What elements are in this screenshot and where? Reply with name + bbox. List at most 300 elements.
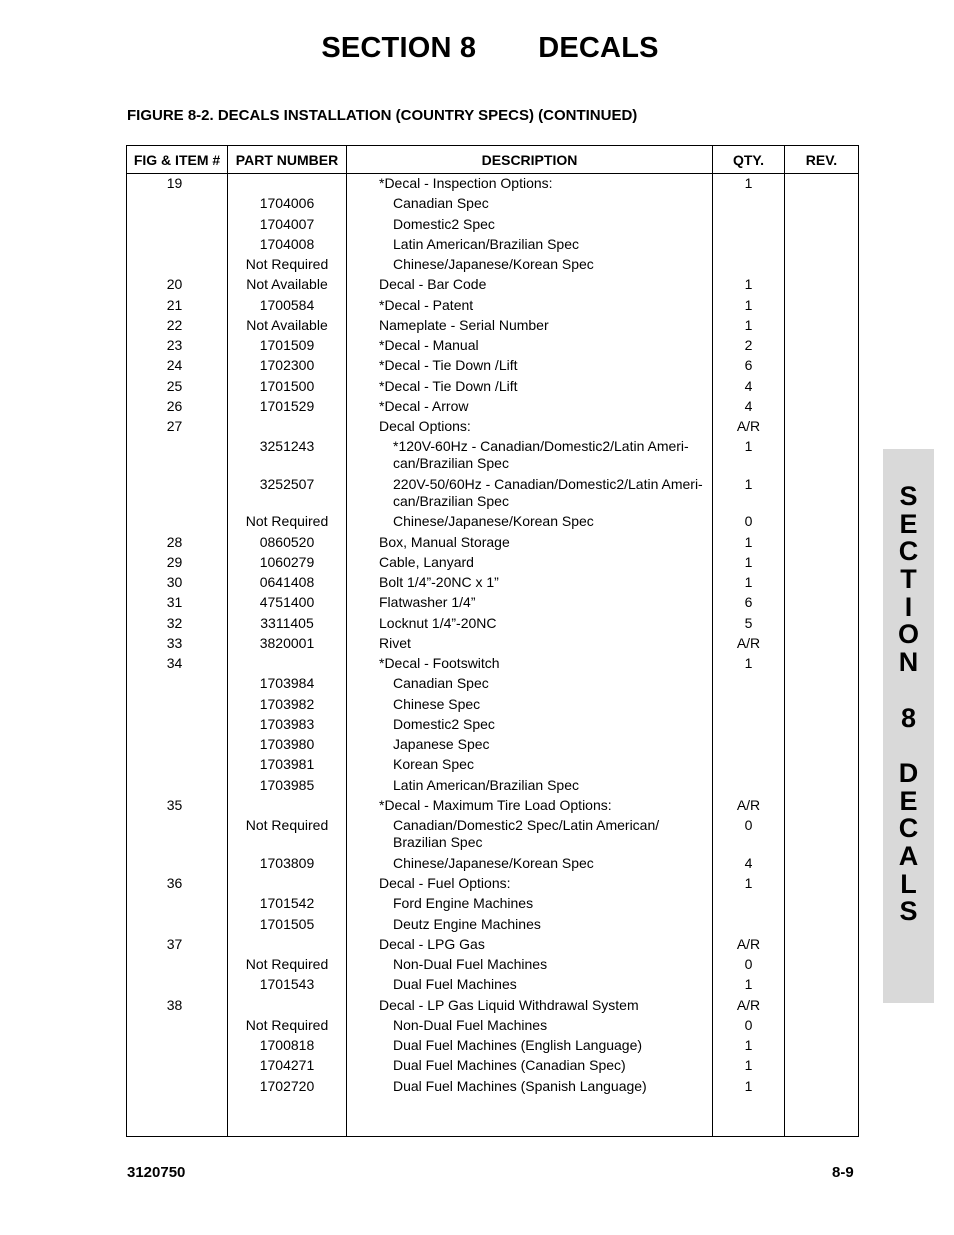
side-tab-letter: 8 [900, 702, 917, 733]
qty-cell [713, 615, 784, 635]
fig-item-cell [127, 1078, 227, 1098]
side-tab-letter: C [898, 813, 919, 844]
qty-cell [713, 513, 784, 533]
part-number-cell [228, 276, 346, 296]
rev-cell [785, 256, 858, 276]
description-cell [347, 418, 712, 438]
description-cell-text: Ford Engine Machines [393, 895, 534, 912]
part-number-cell [228, 875, 346, 895]
side-tab-letter: C [898, 536, 919, 567]
fig-item-cell-text: 33 [166, 634, 183, 651]
description-cell-text: Box, Manual Storage [379, 533, 510, 550]
qty-cell [713, 916, 784, 936]
qty-cell-text: 1 [744, 574, 753, 591]
column-header-description: DESCRIPTION [347, 146, 713, 174]
fig-item-cell [127, 438, 227, 476]
qty-cell [713, 236, 784, 256]
description-cell [347, 1078, 712, 1098]
rev-cell [785, 936, 858, 956]
qty-cell [713, 797, 784, 817]
description-cell-text: Nameplate - Serial Number [379, 316, 549, 333]
qty-cell-text: 1 [744, 175, 753, 191]
description-cell [347, 276, 712, 296]
description-cell [347, 236, 712, 256]
part-number-cell-text: 1703985 [259, 776, 315, 793]
fig-item-cell-text: 26 [166, 397, 183, 414]
rev-cell [785, 675, 858, 695]
part-number-cell-text: 0641408 [259, 574, 315, 591]
part-number-cell [228, 696, 346, 716]
column-header-part-number: PART NUMBER [228, 146, 347, 174]
fig-item-cell [127, 936, 227, 956]
description-cell [347, 797, 712, 817]
description-cell-text: Dual Fuel Machines (English Language) [393, 1037, 643, 1054]
rev-cell [785, 357, 858, 377]
qty-cell [713, 875, 784, 895]
description-cell [347, 476, 712, 514]
part-number-cell [228, 916, 346, 936]
rev-cell [785, 655, 858, 675]
description-cell-continuation: can/Brazilian Spec [393, 455, 509, 472]
description-cell-text: Decal - Bar Code [379, 276, 487, 293]
qty-cell-text: 1 [744, 1077, 753, 1094]
description-cell-text: *Decal - Arrow [379, 397, 469, 414]
description-cell-text: *Decal - Footswitch [379, 655, 500, 672]
fig-item-cell [127, 797, 227, 817]
description-cell [347, 615, 712, 635]
fig-item-cell [127, 855, 227, 875]
side-tab-letter: E [899, 508, 918, 539]
qty-cell [713, 438, 784, 476]
description-cell-text: *Decal - Maximum Tire Load Options: [379, 796, 612, 813]
part-number-cell-text: 1701509 [259, 337, 315, 353]
part-number-cell-text: 3252507 [259, 475, 315, 492]
section-heading [0, 32, 954, 65]
rev-cell [785, 756, 858, 776]
side-tab-letter: T [900, 564, 917, 595]
fig-item-cell [127, 276, 227, 296]
part-number-cell-text: 1704006 [259, 195, 315, 212]
rev-cell [785, 554, 858, 574]
part-number-cell [228, 1057, 346, 1077]
qty-cell-text: 0 [744, 1016, 753, 1033]
part-number-cell [228, 216, 346, 236]
rev-cell [785, 976, 858, 996]
description-cell [347, 574, 712, 594]
side-tab-letter [883, 732, 934, 760]
rev-cell [785, 297, 858, 317]
rev-cell [785, 216, 858, 236]
section-title: DECALS [538, 32, 659, 64]
part-number-cell [228, 418, 346, 438]
description-cell-text: Domestic2 Spec [393, 215, 495, 232]
part-number-cell-text: 1701505 [259, 915, 315, 932]
qty-cell [713, 554, 784, 574]
part-number-cell [228, 655, 346, 675]
part-number-cell [228, 936, 346, 956]
fig-item-cell [127, 574, 227, 594]
fig-item-cell [127, 817, 227, 855]
description-cell-text: Dual Fuel Machines (Spanish Language) [393, 1077, 647, 1094]
qty-cell [713, 655, 784, 675]
description-cell-text: Decal - LP Gas Liquid Withdrawal System [379, 996, 639, 1013]
qty-cell [713, 976, 784, 996]
fig-item-cell [127, 175, 227, 195]
qty-cell-text: 4 [744, 854, 753, 871]
fig-item-cell-text: 21 [166, 296, 183, 313]
qty-cell [713, 476, 784, 514]
qty-cell [713, 756, 784, 776]
fig-item-cell [127, 297, 227, 317]
parts-table [126, 145, 859, 1137]
fig-item-cell [127, 236, 227, 256]
side-tab-letter: A [898, 840, 919, 871]
part-number-cell-text: 1703809 [259, 854, 315, 871]
part-number-cell-text: 1704007 [259, 215, 315, 232]
fig-item-cell [127, 195, 227, 215]
fig-item-cell-text: 29 [166, 553, 183, 570]
fig-item-cell-text: 27 [166, 418, 183, 434]
part-number-cell [228, 797, 346, 817]
qty-cell-text: 1 [744, 553, 753, 570]
fig-item-cell [127, 534, 227, 554]
qty-cell-text: 5 [744, 614, 753, 631]
part-number-cell [228, 675, 346, 695]
qty-cell [713, 1017, 784, 1037]
part-number-cell-text: 3251243 [259, 438, 315, 455]
part-number-cell [228, 1037, 346, 1057]
part-number-cell [228, 513, 346, 533]
rev-cell [785, 513, 858, 533]
rev-cell [785, 534, 858, 554]
qty-cell-text: A/R [736, 996, 761, 1013]
qty-cell-text: 0 [744, 956, 753, 973]
qty-cell [713, 256, 784, 276]
rev-cell [785, 875, 858, 895]
part-number-cell [228, 378, 346, 398]
part-number-cell-text: 1060279 [259, 553, 315, 570]
description-cell-text: Dual Fuel Machines (Canadian Spec) [393, 1057, 626, 1074]
qty-cell [713, 276, 784, 296]
description-cell-text: Decal - Fuel Options: [379, 875, 511, 892]
qty-cell-text: A/R [736, 418, 761, 434]
fig-item-cell [127, 256, 227, 276]
description-cell [347, 195, 712, 215]
part-number-cell-text: 1701500 [259, 377, 315, 394]
qty-cell-text: 1 [744, 475, 753, 492]
part-number-cell-text: Not Required [245, 513, 329, 530]
qty-cell [713, 378, 784, 398]
description-cell-text: Rivet [379, 634, 411, 651]
part-number-cell [228, 175, 346, 195]
rev-cell [785, 817, 858, 855]
document-number: 3120750 [127, 1164, 186, 1181]
fig-item-cell [127, 357, 227, 377]
rev-cell [785, 997, 858, 1017]
part-number-cell [228, 554, 346, 574]
description-cell-text: *Decal - Manual [379, 337, 479, 353]
fig-item-cell-text: 19 [166, 175, 183, 191]
qty-cell [713, 175, 784, 195]
part-number-cell-text: 1704008 [259, 235, 315, 252]
qty-cell-text: 1 [744, 976, 753, 993]
description-cell [347, 736, 712, 756]
qty-cell [713, 736, 784, 756]
part-number-cell [228, 956, 346, 976]
part-number-cell [228, 357, 346, 377]
column-header-fig: FIG & ITEM # [127, 146, 228, 174]
fig-item-cell [127, 997, 227, 1017]
description-cell-text: Canadian/Domestic2 Spec/Latin American/ [393, 817, 660, 834]
qty-cell-text: 1 [744, 875, 753, 892]
part-number-cell [228, 855, 346, 875]
fig-item-cell [127, 675, 227, 695]
qty-cell-text: A/R [736, 634, 761, 651]
description-cell-text: Dual Fuel Machines [393, 976, 517, 993]
description-cell-text: Decal Options: [379, 418, 471, 434]
fig-item-cell-text: 32 [166, 614, 183, 631]
description-cell-text: Chinese/Japanese/Korean Spec [393, 854, 594, 871]
qty-cell-text: 6 [744, 357, 753, 374]
rev-cell [785, 797, 858, 817]
part-number-cell [228, 534, 346, 554]
part-number-cell [228, 997, 346, 1017]
part-number-cell [228, 1017, 346, 1037]
rev-cell [785, 476, 858, 514]
fig-item-cell-text: 38 [166, 996, 183, 1013]
rev-cell [785, 337, 858, 357]
fig-item-cell [127, 736, 227, 756]
rev-cell [785, 418, 858, 438]
description-cell-text: Flatwasher 1/4” [379, 594, 476, 611]
description-cell [347, 438, 712, 476]
description-cell [347, 554, 712, 574]
description-cell-text: Japanese Spec [393, 736, 490, 753]
part-number-cell-text: Not Required [245, 956, 329, 973]
column-header-qty: QTY. [713, 146, 785, 174]
part-number-cell [228, 736, 346, 756]
rev-cell [785, 276, 858, 296]
qty-cell-text: 0 [744, 513, 753, 530]
qty-column [713, 174, 785, 1137]
description-cell-text: Domestic2 Spec [393, 715, 495, 732]
fig-item-cell [127, 916, 227, 936]
description-cell-text: Chinese/Japanese/Korean Spec [393, 513, 594, 530]
description-cell-text: Bolt 1/4”-20NC x 1” [379, 574, 499, 591]
column-header-rev: REV. [785, 146, 859, 174]
fig-item-cell-text: 24 [166, 357, 183, 374]
rev-cell [785, 956, 858, 976]
qty-cell [713, 1078, 784, 1098]
qty-cell [713, 357, 784, 377]
part-number-cell [228, 398, 346, 418]
fig-item-cell [127, 956, 227, 976]
qty-cell [713, 398, 784, 418]
part-number-cell-text: 1703980 [259, 736, 315, 753]
part-number-cell-text: 1701542 [259, 895, 315, 912]
part-number-cell [228, 438, 346, 476]
part-number-cell-text: 1704271 [259, 1057, 315, 1074]
qty-cell-text: A/R [736, 796, 761, 813]
rev-cell [785, 736, 858, 756]
side-tab-letter: S [899, 896, 918, 927]
fig-item-cell [127, 216, 227, 236]
description-cell [347, 817, 712, 855]
part-number-cell [228, 817, 346, 855]
description-cell [347, 777, 712, 797]
description-cell-text: Chinese Spec [393, 695, 481, 712]
side-tab-letter: S [899, 481, 918, 511]
description-cell-text: Canadian Spec [393, 195, 489, 212]
description-cell [347, 513, 712, 533]
part-number-cell [228, 337, 346, 357]
fig-item-cell [127, 615, 227, 635]
description-cell-text: Latin American/Brazilian Spec [393, 235, 579, 252]
description-cell [347, 216, 712, 236]
part-number-cell-text: Not Available [246, 316, 328, 333]
description-cell [347, 916, 712, 936]
qty-cell-text: 1 [744, 438, 753, 455]
fig-item-cell [127, 1057, 227, 1077]
part-number-cell [228, 615, 346, 635]
fig-item-cell [127, 398, 227, 418]
part-number-cell [228, 297, 346, 317]
description-cell [347, 378, 712, 398]
description-cell-text: Latin American/Brazilian Spec [393, 776, 579, 793]
description-cell [347, 297, 712, 317]
part-number-cell-text: Not Required [245, 1016, 329, 1033]
part-number-cell-text: 1703983 [259, 715, 315, 732]
description-cell-text: Non-Dual Fuel Machines [393, 956, 548, 973]
part-number-cell [228, 236, 346, 256]
qty-cell [713, 817, 784, 855]
description-cell [347, 655, 712, 675]
part-number-cell-text: Not Available [246, 276, 328, 293]
fig-item-cell [127, 337, 227, 357]
qty-cell-text: 1 [744, 533, 753, 550]
part-number-cell-text: Not Required [245, 256, 329, 272]
fig-item-cell-text: 37 [166, 935, 183, 952]
part-number-cell-text: 1700584 [259, 296, 315, 313]
qty-cell [713, 855, 784, 875]
description-cell-continuation: can/Brazilian Spec [393, 492, 509, 509]
description-cell [347, 534, 712, 554]
fig-item-cell-text: 30 [166, 574, 183, 591]
part-number-cell-text: 1700818 [259, 1037, 315, 1054]
part-number-column [228, 174, 347, 1137]
part-number-cell-text: 1702720 [259, 1077, 315, 1094]
qty-cell [713, 594, 784, 614]
description-cell-text: *Decal - Patent [379, 296, 474, 313]
part-number-cell [228, 574, 346, 594]
description-cell-text: Chinese/Japanese/Korean Spec [393, 256, 594, 272]
rev-cell [785, 317, 858, 337]
description-cell [347, 1057, 712, 1077]
rev-cell [785, 1017, 858, 1037]
qty-cell [713, 716, 784, 736]
side-tab-letter: N [898, 647, 919, 678]
part-number-cell [228, 256, 346, 276]
fig-item-cell [127, 777, 227, 797]
fig-item-cell [127, 1037, 227, 1057]
fig-item-cell [127, 895, 227, 915]
description-cell [347, 875, 712, 895]
description-cell [347, 696, 712, 716]
fig-item-cell [127, 418, 227, 438]
qty-cell-text: 1 [744, 1037, 753, 1054]
rev-cell [785, 236, 858, 256]
description-cell [347, 895, 712, 915]
part-number-cell-text: 1703984 [259, 675, 315, 692]
qty-cell-text: 1 [744, 1057, 753, 1074]
fig-item-cell-text: 34 [166, 655, 183, 672]
rev-cell [785, 195, 858, 215]
description-cell [347, 398, 712, 418]
qty-cell [713, 696, 784, 716]
fig-item-cell-text: 22 [166, 316, 183, 333]
rev-cell [785, 175, 858, 195]
fig-item-cell-text: 35 [166, 796, 183, 813]
side-tab-letter: O [897, 619, 919, 650]
qty-cell [713, 1057, 784, 1077]
fig-item-cell-text: 25 [166, 377, 183, 394]
description-cell-text: *Decal - Tie Down /Lift [379, 357, 518, 374]
qty-cell [713, 895, 784, 915]
qty-cell-text: 2 [744, 337, 753, 353]
description-cell [347, 337, 712, 357]
rev-cell [785, 574, 858, 594]
part-number-cell [228, 195, 346, 215]
fig-item-cell-text: 36 [166, 875, 183, 892]
fig-item-cell [127, 655, 227, 675]
side-tab-letter [883, 677, 934, 705]
description-cell [347, 594, 712, 614]
part-number-cell-text: 1701529 [259, 397, 315, 414]
qty-cell [713, 574, 784, 594]
description-cell [347, 675, 712, 695]
fig-item-cell [127, 756, 227, 776]
rev-cell [785, 895, 858, 915]
part-number-cell-text: 1703982 [259, 695, 315, 712]
description-cell-text: Cable, Lanyard [379, 553, 474, 570]
part-number-cell-text: Not Required [245, 817, 329, 834]
qty-cell-text: 0 [744, 817, 753, 834]
figure-title: FIGURE 8-2. DECALS INSTALLATION (COUNTRY SPECS) (CONTINUED) [127, 107, 638, 124]
side-tab-letter: E [899, 785, 918, 816]
section-side-tab [883, 449, 934, 1003]
qty-cell-text: 6 [744, 594, 753, 611]
fig-item-cell-text: 31 [166, 594, 183, 611]
part-number-cell [228, 635, 346, 655]
qty-cell [713, 216, 784, 236]
fig-item-cell [127, 513, 227, 533]
description-cell-text: Locknut 1/4”-20NC [379, 614, 497, 631]
description-cell-text: Deutz Engine Machines [393, 915, 541, 932]
qty-cell-text: 1 [744, 296, 753, 313]
qty-cell [713, 534, 784, 554]
fig-item-cell-text: 23 [166, 337, 183, 353]
rev-cell [785, 438, 858, 476]
part-number-cell-text: 1701543 [259, 976, 315, 993]
fig-item-cell [127, 378, 227, 398]
qty-cell-text: 1 [744, 316, 753, 333]
description-cell-text: Canadian Spec [393, 675, 489, 692]
description-cell-text: 220V-50/60Hz - Canadian/Domestic2/Latin Ameri- [393, 475, 703, 492]
description-cell [347, 756, 712, 776]
rev-cell [785, 696, 858, 716]
qty-cell-text: 1 [744, 276, 753, 293]
description-cell [347, 635, 712, 655]
